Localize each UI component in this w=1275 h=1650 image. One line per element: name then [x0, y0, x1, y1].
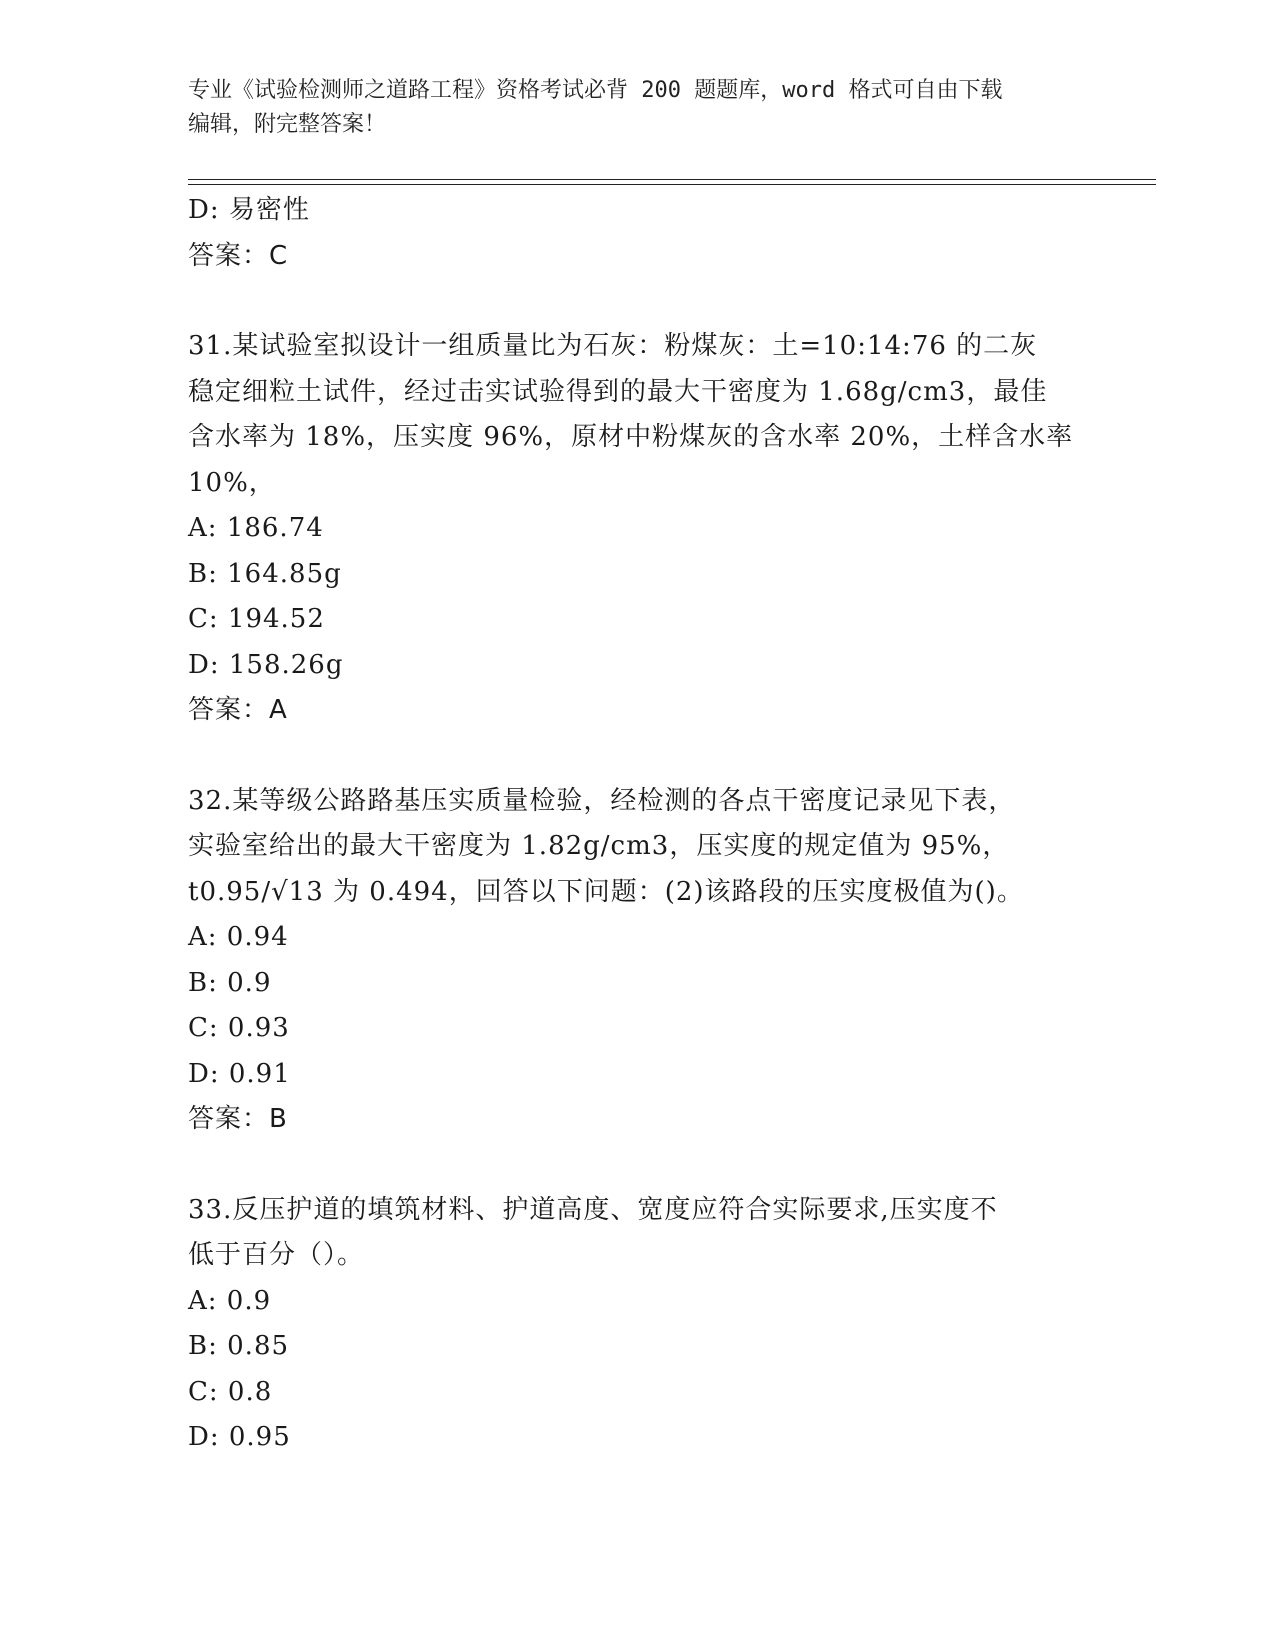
- option-d: D: 0.91: [188, 1058, 291, 1089]
- header-line-2: 编辑，附完整答案！: [188, 112, 387, 137]
- question-text-line: 32.某等级公路路基压实质量检验，经检测的各点干密度记录见下表，: [188, 785, 1016, 816]
- question-33: [188, 1188, 1148, 1461]
- question-text-line: 实验室给出的最大干密度为 1.82g/cm3，压实度的规定值为 95%，: [188, 831, 1010, 861]
- question-text-line: 稳定细粒土试件，经过击实试验得到的最大干密度为 1.68g/cm3，最佳: [188, 376, 1048, 407]
- question-content: [188, 188, 1148, 1461]
- option-b: B: 164.85g: [188, 558, 342, 589]
- option-b: B: 0.85: [188, 1331, 290, 1361]
- option-c: C: 194.52: [188, 604, 325, 634]
- header-divider-top: [188, 179, 1156, 180]
- option-a: A: 186.74: [188, 513, 324, 543]
- page-header: [188, 74, 1068, 142]
- question-32: [188, 779, 1148, 1143]
- question-text-line: 含水率为 18%，压实度 96%，原材中粉煤灰的含水率 20%，土样含水率: [188, 422, 1074, 452]
- answer: 答案：A: [188, 695, 288, 725]
- option-c: C: 0.93: [188, 1013, 290, 1043]
- question-31: [188, 324, 1148, 734]
- option-d: D: 158.26g: [188, 649, 344, 680]
- prev-option-d: D: 易密性: [188, 195, 310, 225]
- option-d: D: 0.95: [188, 1422, 291, 1452]
- spacer: [188, 734, 1148, 779]
- question-text-line: t0.95/√13 为 0.494，回答以下问题：(2)该路段的压实度极值为()。: [188, 876, 1024, 907]
- header-line-1: 专业《试验检测师之道路工程》资格考试必背 200 题题库，word 格式可自由下载: [188, 78, 1003, 103]
- option-a: A: 0.94: [188, 922, 289, 952]
- spacer: [188, 1143, 1148, 1188]
- question-text-line: 10%，: [188, 467, 276, 498]
- question-text-line: 低于百分（）。: [188, 1240, 365, 1270]
- prev-answer: 答案：C: [188, 240, 289, 271]
- header-divider-bottom: [188, 184, 1156, 185]
- answer: 答案：B: [188, 1104, 288, 1134]
- option-c: C: 0.8: [188, 1376, 273, 1407]
- question-text-line: 31.某试验室拟设计一组质量比为石灰：粉煤灰：土=10:14:76 的二灰: [188, 331, 1038, 361]
- spacer: [188, 279, 1148, 324]
- option-b: B: 0.9: [188, 967, 272, 998]
- question-text-line: 33.反压护道的填筑材料、护道高度、宽度应符合实际要求,压实度不: [188, 1194, 998, 1225]
- option-a: A: 0.9: [188, 1285, 272, 1316]
